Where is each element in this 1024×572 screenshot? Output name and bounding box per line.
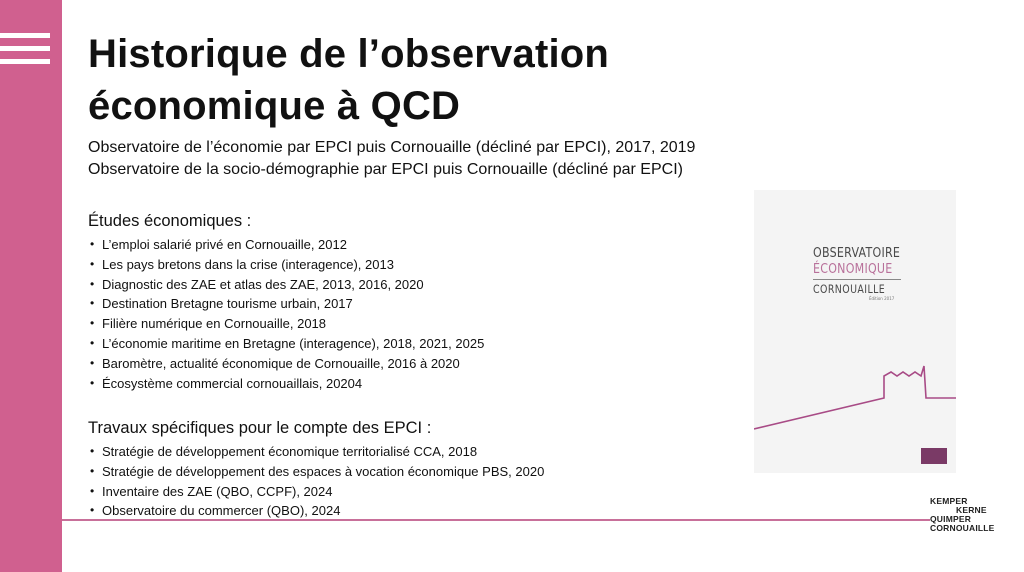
page-title <box>88 28 609 132</box>
list-item: • L’économie maritime en Bretagne (interagence), 2018, 2021, 2025 <box>102 334 484 354</box>
list-item: • Les pays bretons dans la crise (interagence), 2013 <box>102 255 484 275</box>
list-item: • Observatoire du commercer (QBO), 2024 <box>102 501 544 521</box>
subtitle-line: Observatoire de l’économie par EPCI puis Cornouaille (décliné par EPCI), 2017, 2019 <box>88 139 696 156</box>
brand-line: CORNOUAILLE <box>930 523 995 533</box>
cover-line-1: OBSERVATOIRE <box>813 245 901 261</box>
skyline-illustration <box>754 360 956 432</box>
etudes-heading: Études économiques : <box>88 212 252 230</box>
list-item: • L’emploi salarié privé en Cornouaille, 2012 <box>102 235 484 255</box>
sidebar-accent <box>0 0 62 572</box>
list-item: • Stratégie de développement des espaces à vocation économique PBS, 2020 <box>102 462 544 482</box>
cover-line-2: ÉCONOMIQUE <box>813 261 893 277</box>
brand-line: KEMPER <box>930 496 968 506</box>
cover-logo <box>921 448 947 464</box>
list-item: • Écosystème commercial cornouaillais, 20204 <box>102 374 484 394</box>
subtitle-block <box>88 137 695 181</box>
travaux-list <box>88 442 544 521</box>
etudes-section <box>88 211 484 393</box>
report-cover-image <box>754 190 956 473</box>
subtitle-line: Observatoire de la socio-démographie par EPCI puis Cornouaille (décliné par EPCI) <box>88 161 683 178</box>
travaux-heading: Travaux spécifiques pour le compte des EPCI : <box>88 419 432 437</box>
cover-line-4: Édition 2017 <box>869 296 895 301</box>
list-item: • Diagnostic des ZAE et atlas des ZAE, 2013, 2016, 2020 <box>102 275 484 295</box>
title-line-2: économique à QCD <box>88 84 461 128</box>
title-line-1: Historique de l’observation <box>88 32 610 76</box>
list-item: • Stratégie de développement économique territorialisé CCA, 2018 <box>102 442 544 462</box>
list-item: • Baromètre, actualité économique de Cornouaille, 2016 à 2020 <box>102 354 484 374</box>
cover-line-3: CORNOUAILLE <box>813 282 886 296</box>
travaux-section <box>88 418 544 521</box>
list-item: • Destination Bretagne tourisme urbain, 2017 <box>102 294 484 314</box>
menu-icon[interactable] <box>0 33 50 72</box>
list-item: • Inventaire des ZAE (QBO, CCPF), 2024 <box>102 482 544 502</box>
cover-title <box>813 245 919 301</box>
brand-logo <box>930 497 995 533</box>
etudes-list <box>88 235 484 393</box>
brand-line: QUIMPER <box>930 514 972 524</box>
list-item: • Filière numérique en Cornouaille, 2018 <box>102 314 484 334</box>
brand-line: KERNE <box>956 505 987 515</box>
footer-divider <box>62 519 930 521</box>
cover-divider <box>813 279 901 280</box>
